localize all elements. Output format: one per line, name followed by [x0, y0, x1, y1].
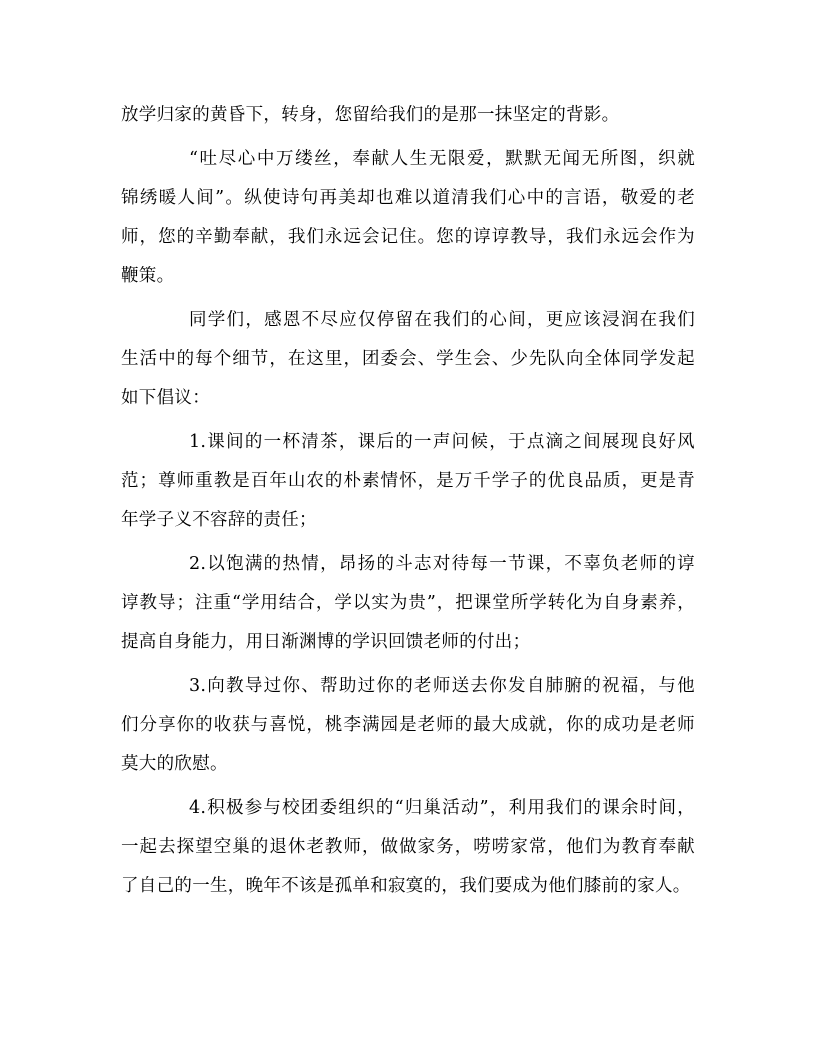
text-line: 了自己的一生，晚年不该是孤单和寂寞的，我们要成为他们膝前的家人。 — [121, 876, 691, 896]
text-line: 一起去探望空巢的退休老教师，做做家务，唠唠家常，他们为教育奉献 — [121, 837, 695, 857]
text-line: 师，您的辛勤奉献，我们永远会记住。您的谆谆教导，我们永远会作为 — [121, 227, 695, 247]
document-page — [121, 96, 695, 906]
text-line: 鞭策。 — [121, 266, 175, 286]
proposal-item-3 — [121, 667, 695, 784]
text-line: 年学子义不容辞的责任； — [121, 510, 317, 530]
proposal-item-4 — [121, 789, 695, 906]
text-line: “吐尽心中万缕丝，奉献人生无限爱，默默无闻无所图，织就 — [189, 149, 695, 169]
text-line: 提高自身能力，用日渐渊博的学识回馈老师的付出； — [121, 632, 531, 652]
text-line: 范；尊师重教是百年山农的朴素情怀，是万千学子的优良品质，更是青 — [121, 471, 695, 491]
text-line: 锦绣暖人间”。纵使诗句再美却也难以道清我们心中的言语，敬爱的老 — [121, 188, 695, 208]
text-line: 同学们，感恩不尽应仅停留在我们的心间，更应该浸润在我们 — [189, 310, 695, 330]
proposal-item-1 — [121, 423, 695, 540]
text-line: 谆教导；注重“学用结合，学以实为贵”，把课堂所学转化为自身素养， — [121, 593, 695, 613]
text-line: 2.以饱满的热情，昂扬的斗志对待每一节课，不辜负老师的谆 — [189, 554, 695, 574]
text-line: 生活中的每个细节，在这里，团委会、学生会、少先队向全体同学发起 — [121, 349, 695, 369]
paragraph-closing-farewell — [121, 96, 695, 135]
paragraph-poem-tribute — [121, 140, 695, 296]
proposal-item-2 — [121, 545, 695, 662]
text-line: 3.向教导过你、帮助过你的老师送去你发自肺腑的祝福，与他 — [189, 676, 695, 696]
text-line: 如下倡议： — [121, 388, 210, 408]
paragraph-initiative-intro — [121, 301, 695, 418]
text-line: 莫大的欣慰。 — [121, 754, 228, 774]
text-line: 们分享你的收获与喜悦，桃李满园是老师的最大成就，你的成功是老师 — [121, 715, 695, 735]
text-line: 放学归家的黄昏下，转身，您留给我们的是那一抹坚定的背影。 — [121, 105, 620, 125]
text-line: 1.课间的一杯清茶，课后的一声问候，于点滴之间展现良好风 — [189, 432, 695, 452]
text-line: 4.积极参与校团委组织的“归巢活动”，利用我们的课余时间， — [189, 798, 695, 818]
